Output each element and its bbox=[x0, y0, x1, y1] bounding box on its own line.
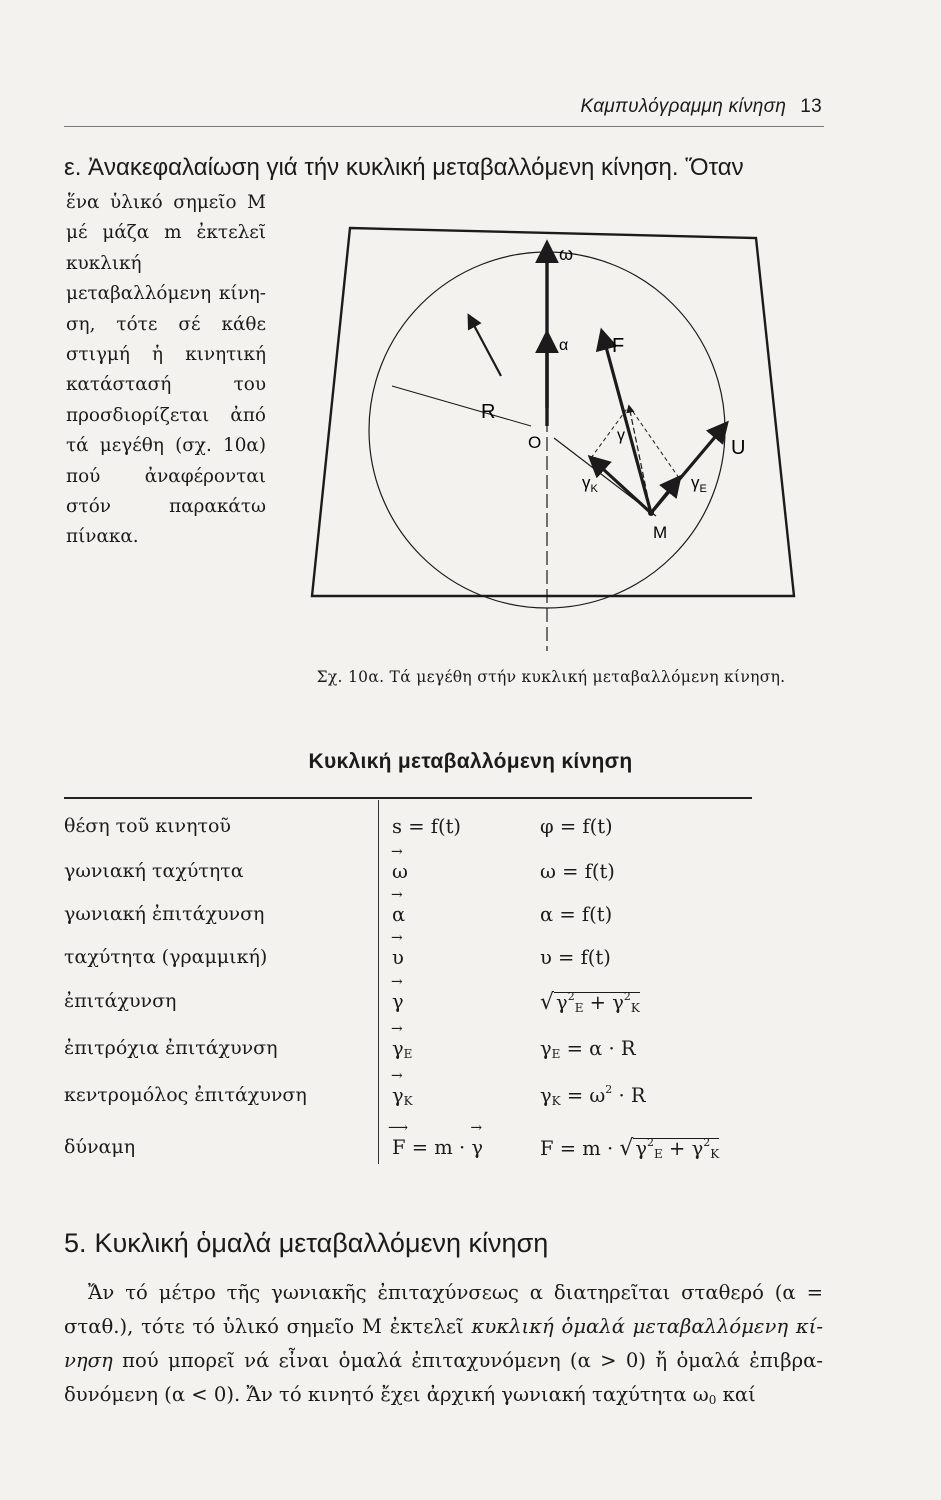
table-row bbox=[0, 990, 941, 1024]
plane-outline bbox=[312, 228, 794, 596]
label-r: R bbox=[481, 401, 496, 423]
label-gamma: γ bbox=[617, 427, 625, 444]
row-formula: ω = f(t) bbox=[540, 860, 615, 883]
table-row bbox=[0, 1037, 941, 1071]
row-label: ταχύτητα (γραμμική) bbox=[64, 946, 268, 968]
label-gamma-k: $\gamma_K$ bbox=[582, 473, 598, 495]
table-row bbox=[0, 1084, 941, 1118]
section-e-side-text: ἕνα ὑλικό σημεῖο M μέ μάζα m ἐκτελεῖ κυκλική μεταβαλλόμενη κίνηση, τότε σέ κάθε στιγμή ἡ κινητική κατάστασή του προσδιορίζεται ἀπό τά μεγέθη (σχ. 10α) πού ἀναφέρονται στόν παρακάτω πίνακα. bbox=[66, 192, 266, 548]
row-label: δύναμη bbox=[64, 1136, 136, 1158]
row-label: κεντρομόλος ἐπιτάχυνση bbox=[64, 1084, 307, 1106]
label-o: O bbox=[528, 433, 542, 452]
row-label: γωνιακή ταχύτητα bbox=[64, 860, 244, 882]
row-symbol: s = f(t) bbox=[392, 815, 462, 838]
label-u: U bbox=[731, 437, 746, 459]
row-label: θέση τοῦ κινητοῦ bbox=[64, 815, 231, 837]
section-number: 5. bbox=[64, 1228, 87, 1258]
radius-r-line bbox=[392, 386, 531, 426]
row-symbol: → υ bbox=[392, 946, 404, 969]
row-label: ἐπιτάχυνση bbox=[64, 990, 177, 1012]
row-symbol: → ω bbox=[392, 860, 408, 883]
row-formula: α = f(t) bbox=[540, 903, 613, 926]
row-formula: F = m · √ $\gamma^2_E + \gamma^2_K$ bbox=[540, 1136, 720, 1161]
point-m bbox=[648, 510, 654, 516]
radius-arrow bbox=[469, 316, 501, 376]
section-5-paragraph: Ἄν τό μέτρο τῆς γωνιακῆς ἐπιταχύνσεως α διατηρεῖται σταθερό (α = σταθ.), τότε τό ὑλικό σημεῖο M ἐκτελεῖ κυκλική ὁμαλά μεταβαλλόμενη κίνηση πού μπορεῖ νά εἶναι ὁμαλά ἐπιταχυνόμενη (α > 0) ἤ ὁμαλά ἐπιβραδυνόμενη (α < 0). Ἄν τό κινητό ἔχει ἀρχική γωνιακή ταχύτητα $\omega_0$ καί bbox=[64, 1281, 823, 1407]
section-title: Κυκλική ὁμαλά μεταβαλλόμενη κίνηση bbox=[94, 1228, 549, 1258]
table-top-rule bbox=[64, 797, 752, 799]
radicand: $\gamma^2_E + \gamma^2_K$ bbox=[556, 990, 640, 1015]
row-label: γωνιακή ἐπιτάχυνση bbox=[64, 903, 265, 925]
table-title: Κυκλική μεταβαλλόμενη κίνηση bbox=[308, 750, 633, 773]
radicand: $\gamma^2_E + \gamma^2_K$ bbox=[635, 1136, 720, 1161]
gamma-e-vector bbox=[651, 478, 679, 513]
header-rule bbox=[64, 126, 824, 127]
row-symbol: → α bbox=[392, 903, 405, 926]
label-f: F bbox=[612, 335, 625, 357]
root-sign: √ bbox=[619, 1136, 634, 1161]
row-label: ἐπιτρόχια ἐπιτάχυνση bbox=[64, 1037, 278, 1059]
label-alpha: α bbox=[559, 337, 569, 354]
row-formula: $\gamma_K = \omega^2 \cdot R$ bbox=[540, 1083, 646, 1108]
root-sign: √ bbox=[540, 990, 555, 1015]
row-symbol: ⟶ F = m · → γ bbox=[392, 1136, 483, 1159]
table-row bbox=[0, 903, 941, 937]
row-symbol: → γ bbox=[392, 990, 404, 1013]
label-m: M bbox=[653, 523, 668, 542]
figure-caption: Σχ. 10α. Τά μεγέθη στήν κυκλική μεταβαλλόμενη κίνηση. bbox=[316, 668, 786, 686]
row-formula: $\gamma_E = \alpha \cdot R$ bbox=[540, 1037, 636, 1061]
table-row bbox=[0, 946, 941, 980]
row-formula: φ = f(t) bbox=[540, 815, 613, 838]
row-symbol: → $\gamma_E$ bbox=[392, 1037, 412, 1060]
label-omega: ω bbox=[559, 244, 574, 264]
section-e-heading: ε. Ἀνακεφαλαίωση γιά τήν κυκλική μεταβαλλόμενη κίνηση. Ὅταν bbox=[64, 154, 744, 181]
page-number: 13 bbox=[800, 96, 822, 117]
label-gamma-e: $\gamma_E$ bbox=[691, 473, 707, 495]
section-5-heading bbox=[64, 1228, 548, 1259]
figure-10a-diagram bbox=[306, 226, 796, 666]
running-head-title: Καμπυλόγραμμη κίνηση bbox=[580, 96, 787, 117]
row-formula: υ = f(t) bbox=[540, 946, 611, 969]
force-vector bbox=[602, 332, 651, 513]
table-row bbox=[0, 1136, 941, 1170]
running-head bbox=[0, 96, 822, 118]
table-row bbox=[0, 860, 941, 894]
row-symbol: → $\gamma_K$ bbox=[392, 1084, 413, 1107]
table-row bbox=[0, 815, 941, 849]
row-formula bbox=[540, 990, 640, 1015]
